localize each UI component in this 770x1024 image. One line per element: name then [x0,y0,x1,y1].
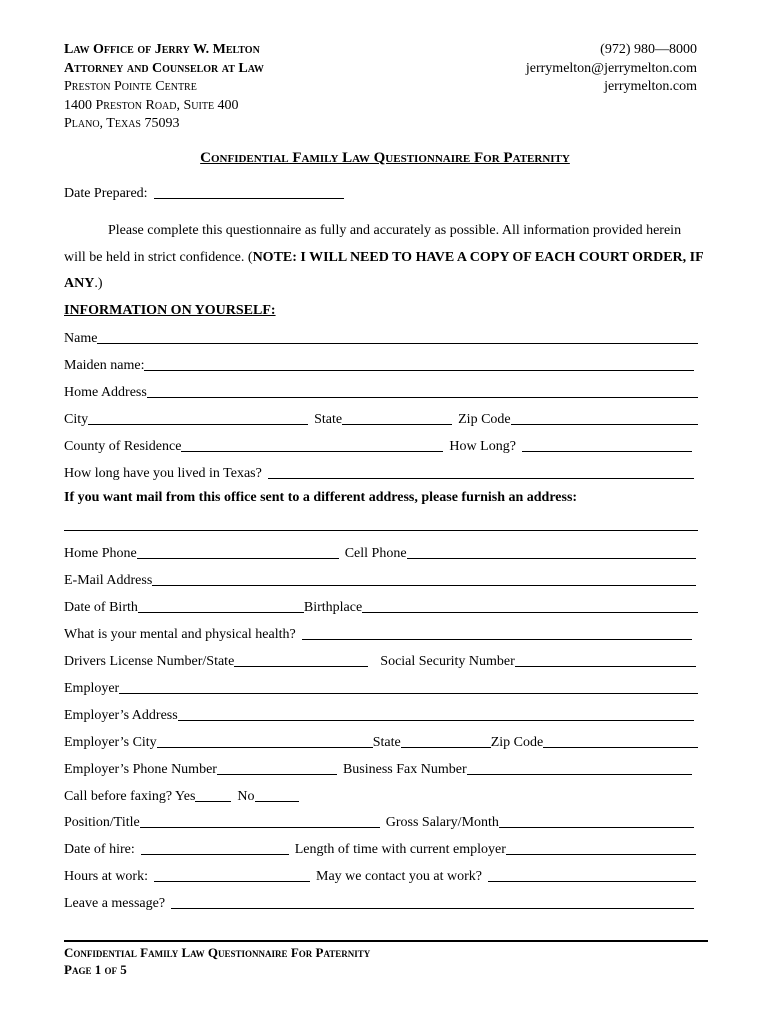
cell-phone-label: Cell Phone [344,546,407,561]
position-row [64,813,694,831]
dl-label: Drivers License Number/State [64,654,235,669]
no-label: No [237,789,255,804]
call-before-row [64,787,324,805]
how-long-field[interactable] [522,437,692,452]
city-row [64,410,698,428]
hours-label: Hours at work: [64,869,148,884]
dob-row [64,598,698,616]
firm-building: Preston Pointe Centre [64,79,197,95]
employer-row [64,679,698,697]
yes-field[interactable] [195,787,231,802]
county-field[interactable] [181,437,443,452]
employer-state-label: State [372,735,401,750]
home-phone-field[interactable] [137,544,339,559]
employer-zip-field[interactable] [543,733,698,748]
position-field[interactable] [140,813,380,828]
maiden-name-label: Maiden name: [64,358,145,373]
texas-field[interactable] [268,464,694,479]
home-address-label: Home Address [64,385,147,400]
phone-row [64,544,696,562]
date-prepared-row [64,184,344,202]
footer-divider [64,940,708,942]
firm-website: jerrymelton.com [604,79,697,95]
employer-address-field[interactable] [178,706,694,721]
alternate-address-field[interactable] [64,530,698,531]
dl-row [64,652,696,670]
dl-field[interactable] [234,652,368,667]
page-number: Page 1 of 5 [64,962,127,977]
email-field[interactable] [152,571,696,586]
employer-address-row [64,706,694,724]
employer-city-field[interactable] [157,733,373,748]
employer-address-label: Employer’s Address [64,708,178,723]
hire-row [64,840,696,858]
health-label: What is your mental and physical health? [64,627,296,642]
page-footer [64,944,370,978]
health-row [64,625,692,643]
texas-row [64,464,694,482]
firm-email: jerrymelton@jerrymelton.com [525,60,697,76]
section-title: INFORMATION ON YOURSELF: [64,303,276,318]
name-field[interactable] [97,329,698,344]
length-label: Length of time with current employer [294,842,506,857]
hire-label: Date of hire: [64,842,135,857]
fax-label: Business Fax Number [342,762,467,777]
employer-phone-row [64,760,692,778]
date-prepared-label: Date Prepared: [64,186,148,201]
maiden-name-field[interactable] [144,356,694,371]
name-label: Name [64,331,98,346]
ssn-label: Social Security Number [380,654,515,669]
how-long-label: How Long? [449,439,516,454]
employer-phone-label: Employer’s Phone Number [64,762,217,777]
intro-text: Please complete this questionnaire as fully and accurately as possible. All information provided herein will be held in strict confidence. ( [64,223,682,265]
salary-label: Gross Salary/Month [385,815,499,830]
message-field[interactable] [171,894,694,909]
no-field[interactable] [255,787,299,802]
birthplace-field[interactable] [362,598,698,613]
email-row [64,571,696,589]
length-field[interactable] [506,840,696,855]
cell-phone-field[interactable] [407,544,696,559]
maiden-name-row [64,356,694,374]
contact-field[interactable] [488,867,696,882]
position-label: Position/Title [64,815,140,830]
home-address-field[interactable] [147,383,698,398]
home-phone-label: Home Phone [64,546,137,561]
hire-field[interactable] [141,840,289,855]
state-field[interactable] [342,410,452,425]
dob-label: Date of Birth [64,600,138,615]
intro-paragraph [64,218,704,298]
employer-field[interactable] [119,679,698,694]
contact-label: May we contact you at work? [316,869,482,884]
texas-label: How long have you lived in Texas? [64,466,262,481]
name-row [64,329,698,347]
county-row [64,437,692,455]
email-label: E-Mail Address [64,573,153,588]
call-before-label: Call before faxing? Yes [64,789,196,804]
state-label: State [314,412,343,427]
employer-state-field[interactable] [401,733,491,748]
city-label: City [64,412,89,427]
fax-field[interactable] [467,760,692,775]
hours-row [64,867,696,885]
hours-field[interactable] [154,867,310,882]
zip-field[interactable] [511,410,698,425]
intro-note: NOTE: I WILL NEED TO HAVE A COPY OF EACH COURT ORDER, IF ANY [64,249,704,291]
dob-field[interactable] [138,598,304,613]
message-row [64,894,694,912]
employer-city-row [64,733,698,751]
message-label: Leave a message? [64,896,166,911]
mail-note: If you want mail from this office sent to a different address, please furnish an address: [64,490,578,505]
county-label: County of Residence [64,439,182,454]
firm-title: Attorney and Counselor at Law [64,60,264,76]
employer-label: Employer [64,681,120,696]
firm-header [64,41,264,134]
employer-phone-field[interactable] [217,760,337,775]
contact-header [526,41,697,97]
firm-name: Law Office of Jerry W. Melton [64,42,260,57]
firm-phone: (972) 980—8000 [600,42,697,57]
salary-field[interactable] [499,813,694,828]
employer-city-label: Employer’s City [64,735,157,750]
date-prepared-field[interactable] [154,184,344,199]
city-field[interactable] [88,410,308,425]
employer-zip-label: Zip Code [490,735,544,750]
document-title: Confidential Family Law Questionnaire For Paternity [200,150,570,166]
footer-title: Confidential Family Law Questionnaire For Paternity [64,945,371,960]
ssn-field[interactable] [515,652,696,667]
firm-city: Plano, Texas 75093 [64,116,180,132]
home-address-row [64,383,698,401]
health-field[interactable] [302,625,692,640]
intro-end: .) [94,276,103,291]
birthplace-label: Birthplace [303,600,363,615]
firm-street: 1400 Preston Road, Suite 400 [64,97,239,113]
zip-label: Zip Code [458,412,511,427]
